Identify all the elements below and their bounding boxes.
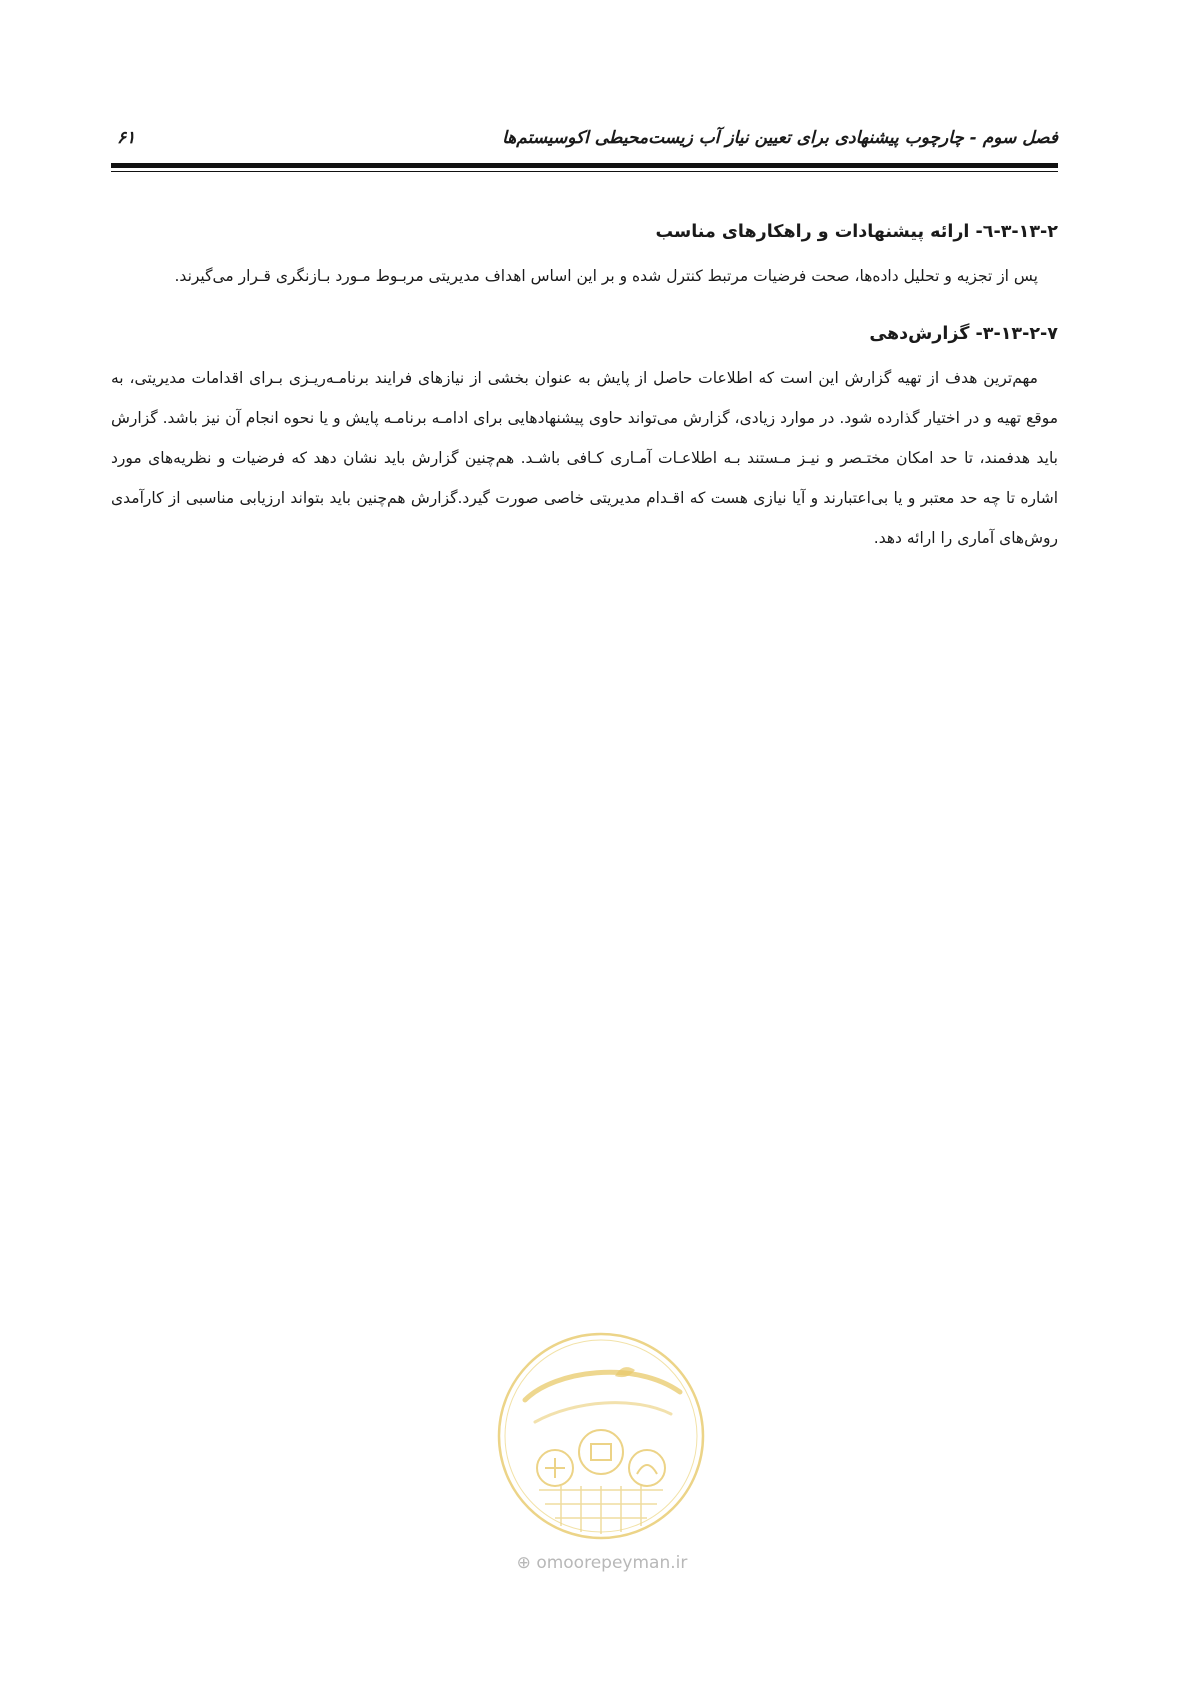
chapter-title: فصل سوم - چارچوب پیشنهادی برای تعیین نیاز آب زیست‌محیطی اکوسیستم‌ها bbox=[502, 128, 1058, 148]
page-number: ۶۱ bbox=[117, 128, 136, 148]
watermark-seal-icon bbox=[495, 1330, 707, 1542]
header-divider-thick bbox=[111, 163, 1058, 168]
page-header bbox=[111, 128, 1058, 156]
watermark-url bbox=[487, 1553, 717, 1573]
watermark-url-text: omoorepeyman.ir bbox=[536, 1553, 688, 1573]
section-heading-reporting: ۳-۱۳-۲-۷- گزارش‌دهی bbox=[869, 324, 1058, 344]
page-content bbox=[111, 212, 1058, 558]
header-divider-thin bbox=[111, 171, 1058, 172]
section-paragraph-reporting: مهم‌ترین هدف از تهیه گزارش این است که اطلاعات حاصل از پایش به عنوان بخشی از نیازهای فرایند برنامـه‌ریـزی بـرای اقدامات مدیریتی، به موقع تهیه و در اختیار گذارده شود. در موارد زیادی، گزارش می‌تواند حاوی پیشنهادهایی برای ادامـه برنامـه پایش و یا نحوه انجام آن نیز باشد. گزارش باید هدفمند، تا حد امکان مختـصر و نیـز مـستند بـه اطلاعـات آمـاری کـافی باشـد. هم‌چنین گزارش باید نشان دهد که فرضیات و نظریه‌های مورد اشاره تا چه حد معتبر و یا بی‌اعتبارند و آیا نیازی هست که اقـدام مدیریتی خاصی صورت گیرد.گزارش هم‌چنین باید بتواند ارزیابی مناسبی از کارآمدی روش‌های آماری را ارائه دهد. bbox=[111, 369, 1058, 547]
globe-icon: ⊕ bbox=[516, 1553, 531, 1573]
watermark-logo bbox=[495, 1330, 707, 1542]
section-paragraph-recommendations: پس از تجزیه و تحلیل داده‌ها، صحت فرضیات مرتبط کنترل شده و بر این اساس اهداف مدیریتی مربـوط مـورد بـازنگری قـرار می‌گیرند. bbox=[174, 267, 1038, 285]
section-heading-recommendations: ۳-۱۳-۲-٦- ارائه پیشنهادات و راهکارهای مناسب bbox=[655, 222, 1058, 242]
